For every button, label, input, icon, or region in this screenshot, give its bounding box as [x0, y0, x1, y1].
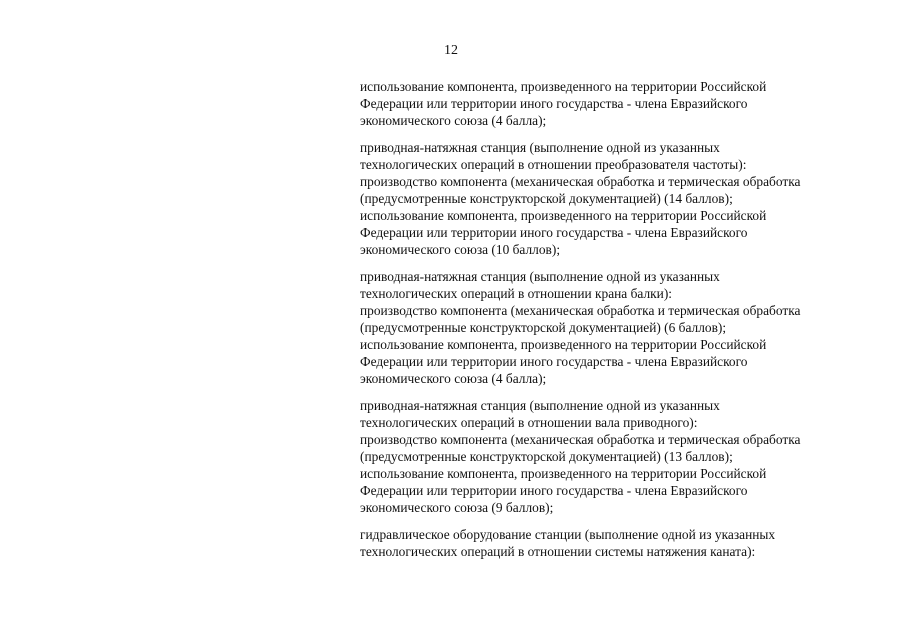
text-line: (предусмотренные конструкторской документацией) (13 баллов); — [360, 449, 733, 464]
text-line: Федерации или территории иного государства - члена Евразийского — [360, 483, 748, 498]
paragraph-2 — [360, 139, 880, 258]
text-line: Федерации или территории иного государства - члена Евразийского — [360, 354, 748, 369]
text-line: (предусмотренные конструкторской документацией) (6 баллов); — [360, 320, 727, 335]
document-body — [360, 78, 880, 570]
text-line: технологических операций в отношении системы натяжения каната): — [360, 544, 756, 559]
text-line: технологических операций в отношении вала приводного): — [360, 415, 698, 430]
text-line: Федерации или территории иного государства - члена Евразийского — [360, 225, 748, 240]
text-line: производство компонента (механическая обработка и термическая обработка — [360, 303, 801, 318]
page-number: 12 — [444, 43, 458, 58]
text-line: приводная-натяжная станция (выполнение одной из указанных — [360, 269, 720, 284]
text-line: использование компонента, произведенного на территории Российской — [360, 337, 767, 352]
text-line: гидравлическое оборудование станции (выполнение одной из указанных — [360, 527, 776, 542]
paragraph-4 — [360, 397, 880, 516]
text-line: производство компонента (механическая обработка и термическая обработка — [360, 174, 801, 189]
text-line: экономического союза (9 баллов); — [360, 500, 554, 515]
text-line: (предусмотренные конструкторской документацией) (14 баллов); — [360, 191, 733, 206]
paragraph-3 — [360, 268, 880, 387]
text-line: экономического союза (4 балла); — [360, 371, 547, 386]
paragraph-1 — [360, 78, 880, 129]
text-line: экономического союза (10 баллов); — [360, 242, 561, 257]
text-line: использование компонента, произведенного на территории Российской — [360, 79, 767, 94]
paragraph-5 — [360, 526, 880, 560]
text-line: Федерации или территории иного государства - члена Евразийского — [360, 96, 748, 111]
text-line: технологических операций в отношении преобразователя частоты): — [360, 157, 747, 172]
text-line: приводная-натяжная станция (выполнение одной из указанных — [360, 398, 720, 413]
text-line: технологических операций в отношении крана балки): — [360, 286, 673, 301]
text-line: использование компонента, произведенного на территории Российской — [360, 466, 767, 481]
text-line: использование компонента, произведенного на территории Российской — [360, 208, 767, 223]
text-line: приводная-натяжная станция (выполнение одной из указанных — [360, 140, 720, 155]
text-line: производство компонента (механическая обработка и термическая обработка — [360, 432, 801, 447]
text-line: экономического союза (4 балла); — [360, 113, 547, 128]
